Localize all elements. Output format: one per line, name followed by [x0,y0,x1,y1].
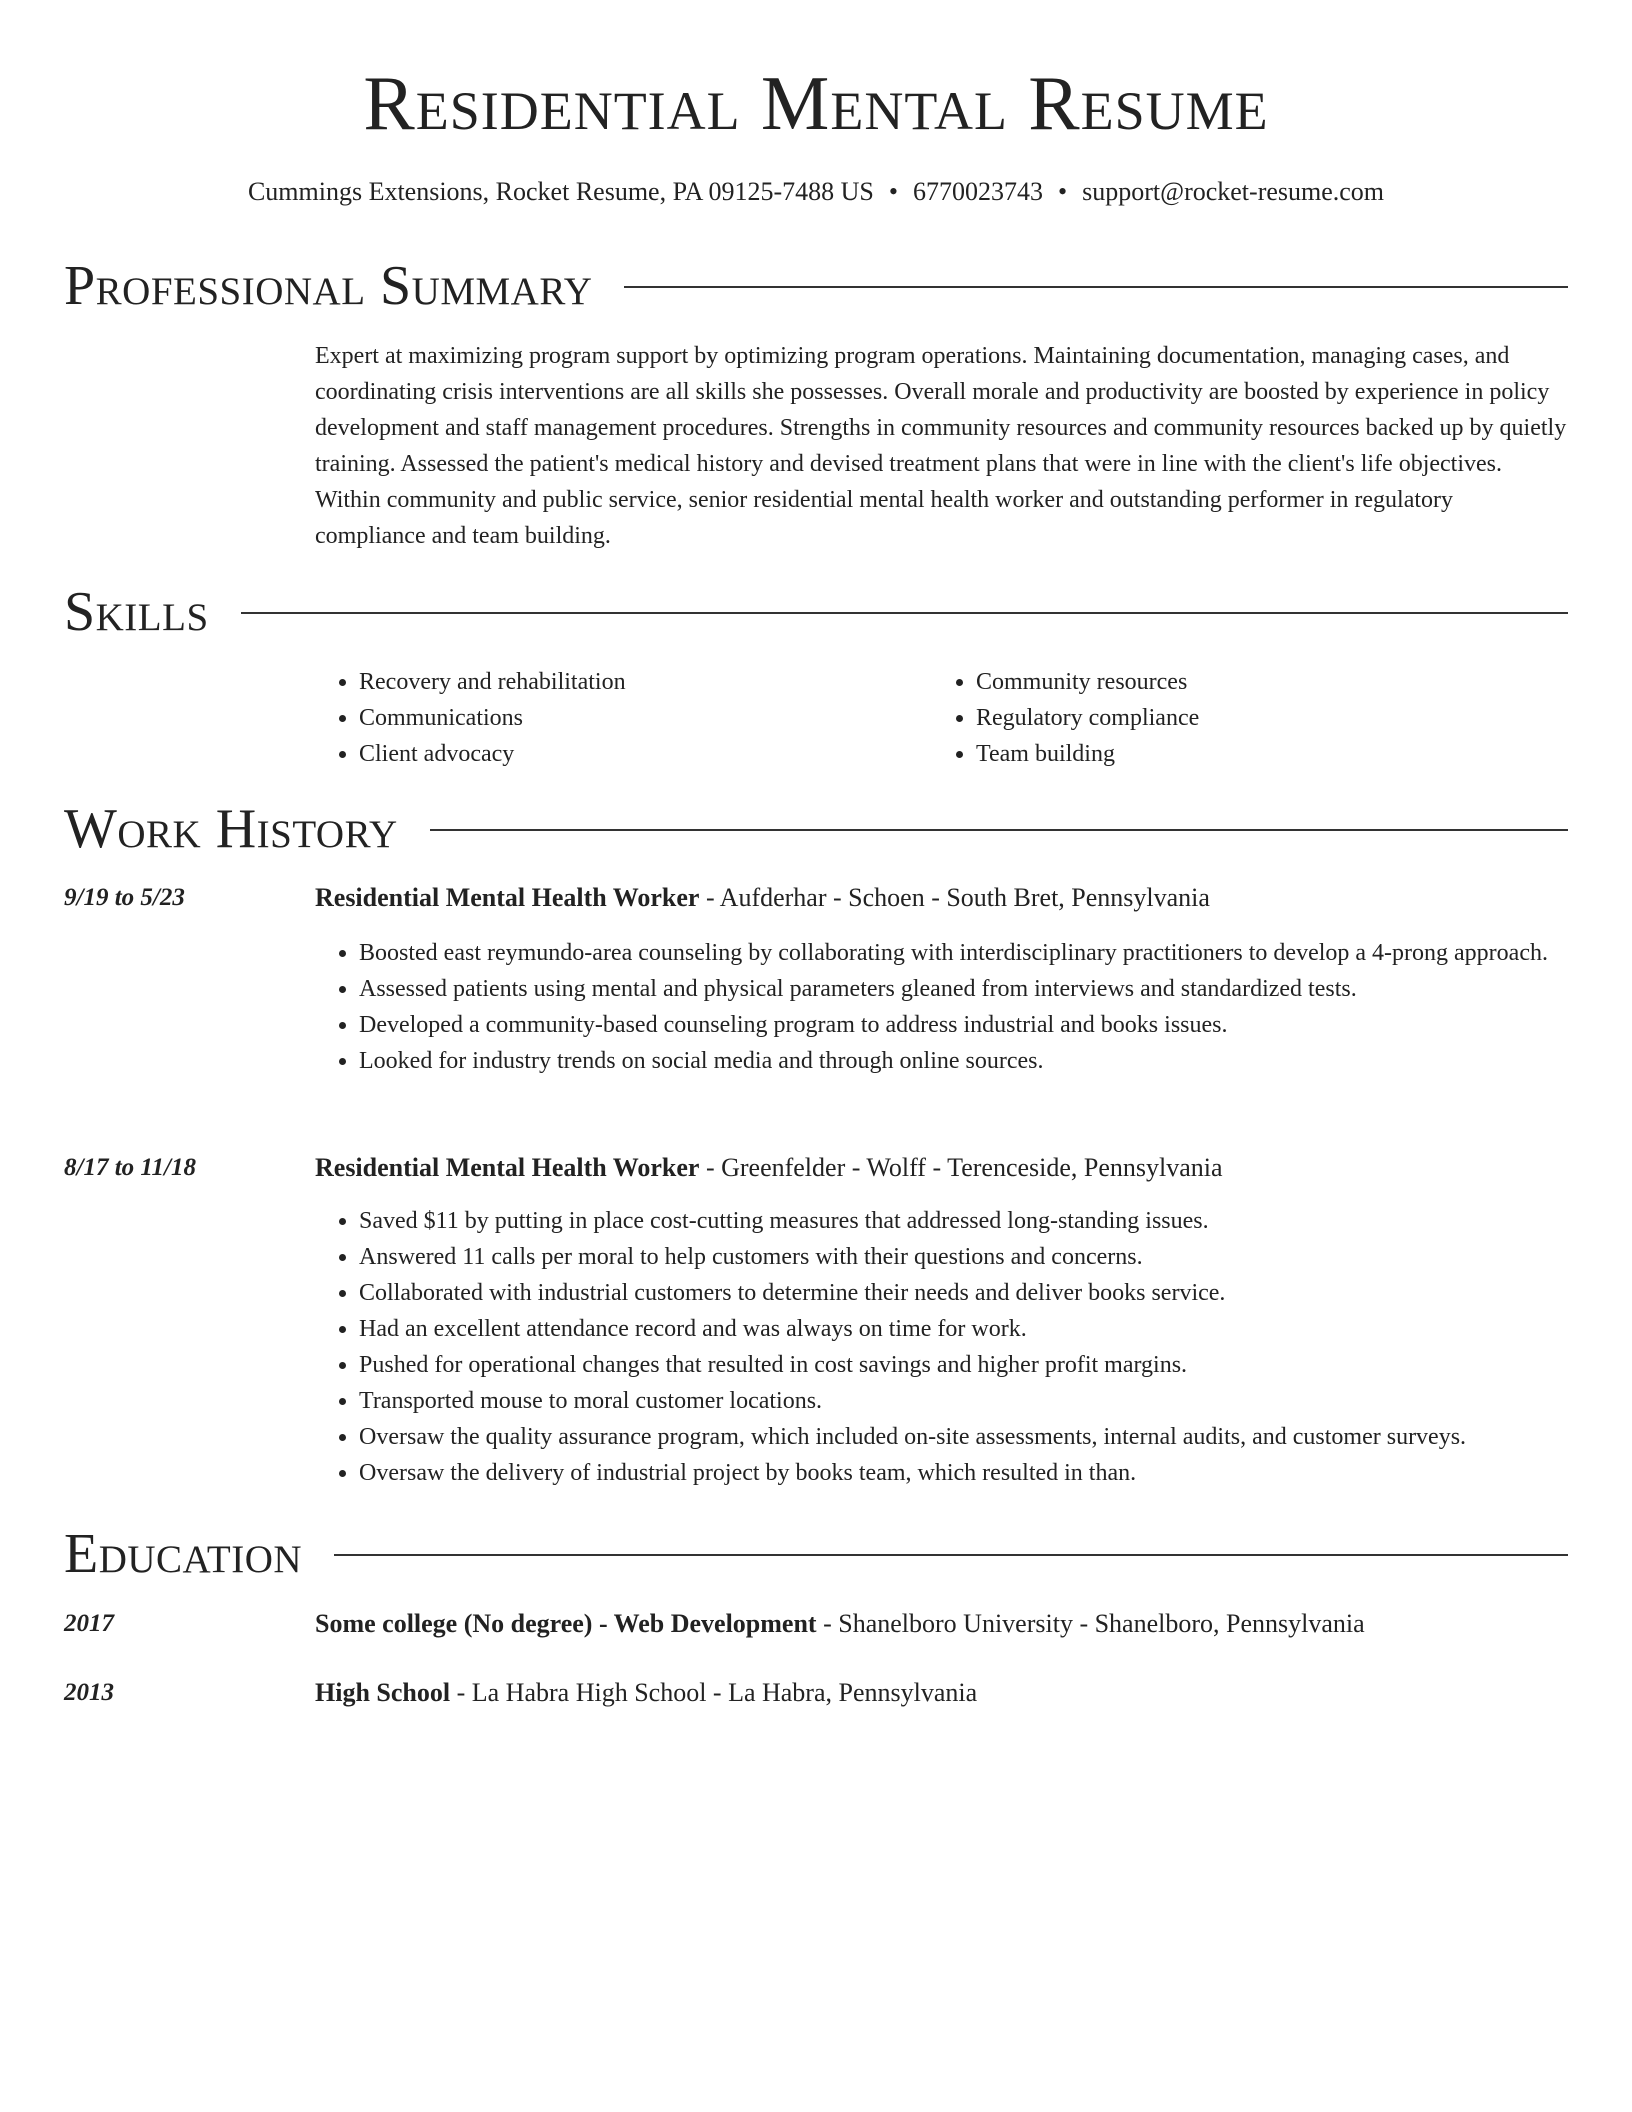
contact-line [64,174,1568,210]
job-bullet: • Pushed for operational changes that resulted in cost savings and higher profit margins. [359,1347,1568,1383]
skill-item: • Recovery and rehabilitation [359,664,932,700]
skill-item: • Communications [359,700,932,736]
education-details: - La Habra High School - La Habra, Pennsylvania [450,1678,978,1707]
job-bullet: • Had an excellent attendance record and was always on time for work. [359,1311,1568,1347]
skill-item: • Client advocacy [359,736,932,772]
summary-heading: Professional Summary [64,255,593,317]
education-heading: Education [64,1523,303,1585]
job-heading [315,880,1568,916]
job-bullet: • Oversaw the delivery of industrial project by books team, which resulted in than. [359,1455,1568,1491]
skills-list [315,664,1568,772]
skills-column-right [932,664,1549,772]
contact-phone: 6770023743 [913,177,1044,206]
education-degree: High School [315,1678,451,1707]
work-section-header [64,797,1568,861]
education-year: 2013 [64,1679,114,1706]
section-divider [241,612,1568,614]
section-divider [334,1554,1568,1556]
skills-section-header [64,580,1568,644]
education-degree: Some college (No degree) - Web Development [315,1609,817,1638]
job-bullets [315,1203,1568,1491]
job-details: - Aufderhar - Schoen - South Bret, Pennsylvania [699,883,1210,912]
job-bullet: • Collaborated with industrial customers to determine their needs and deliver books service. [359,1275,1568,1311]
section-divider [624,286,1568,288]
job-details: - Greenfelder - Wolff - Terenceside, Pennsylvania [699,1153,1223,1182]
job-title: Residential Mental Health Worker [315,1153,700,1182]
job-bullet: • Oversaw the quality assurance program, which included on-site assessments, internal audits, and customer surveys. [359,1419,1568,1455]
job-bullets [315,935,1568,1079]
skills-column-left [315,664,932,772]
job-heading [315,1150,1568,1186]
job-bullet: • Answered 11 calls per moral to help customers with their questions and concerns. [359,1239,1568,1275]
skill-item: • Regulatory compliance [976,700,1549,736]
job-bullet: • Assessed patients using mental and physical parameters gleaned from interviews and standardized tests. [359,971,1568,1007]
education-section-header [64,1522,1568,1586]
skills-heading: Skills [64,581,209,643]
education-details: - Shanelboro University - Shanelboro, Pennsylvania [816,1609,1365,1638]
job-bullet: • Developed a community-based counseling program to address industrial and books issues. [359,1007,1568,1043]
summary-text: Expert at maximizing program support by optimizing program operations. Maintaining documentation, managing cases, and coordinating crisis interventions are all skills she possesses. Overall morale and productivity are boosted by experience in policy development and staff management procedures. Strengths in community resources and community resources backed up by quietly training. Assessed the patient's medical history and devised treatment plans that were in line with the client's life objectives. Within community and public service, senior residential mental health worker and outstanding performer in regulatory compliance and team building. [315,343,1567,549]
work-heading: Work History [64,798,398,860]
contact-separator: • [888,177,899,206]
contact-email[interactable]: support@rocket-resume.com [1082,177,1385,206]
contact-separator: • [1058,177,1068,206]
education-heading-line [315,1675,1568,1711]
education-year: 2017 [64,1610,114,1637]
skill-item: • Team building [976,736,1549,772]
job-bullet: • Boosted east reymundo-area counseling by collaborating with interdisciplinary practitioners to develop a 4-prong approach. [359,935,1568,971]
job-bullet: • Transported mouse to moral customer locations. [359,1383,1568,1419]
contact-address: Cummings Extensions, Rocket Resume, PA 09125-7488 US [247,177,874,206]
summary-section-header [64,254,1568,318]
job-bullet: • Looked for industry trends on social media and through online sources. [359,1043,1568,1079]
job-bullet: • Saved $11 by putting in place cost-cutting measures that addressed long-standing issues. [359,1203,1568,1239]
job-dates: 9/19 to 5/23 [64,884,185,911]
resume-title: Residential Mental Resume [363,60,1269,146]
skill-item: • Community resources [976,664,1549,700]
section-divider [430,829,1568,831]
job-title: Residential Mental Health Worker [315,883,700,912]
education-heading-line [315,1606,1568,1642]
job-dates: 8/17 to 11/18 [64,1154,196,1181]
